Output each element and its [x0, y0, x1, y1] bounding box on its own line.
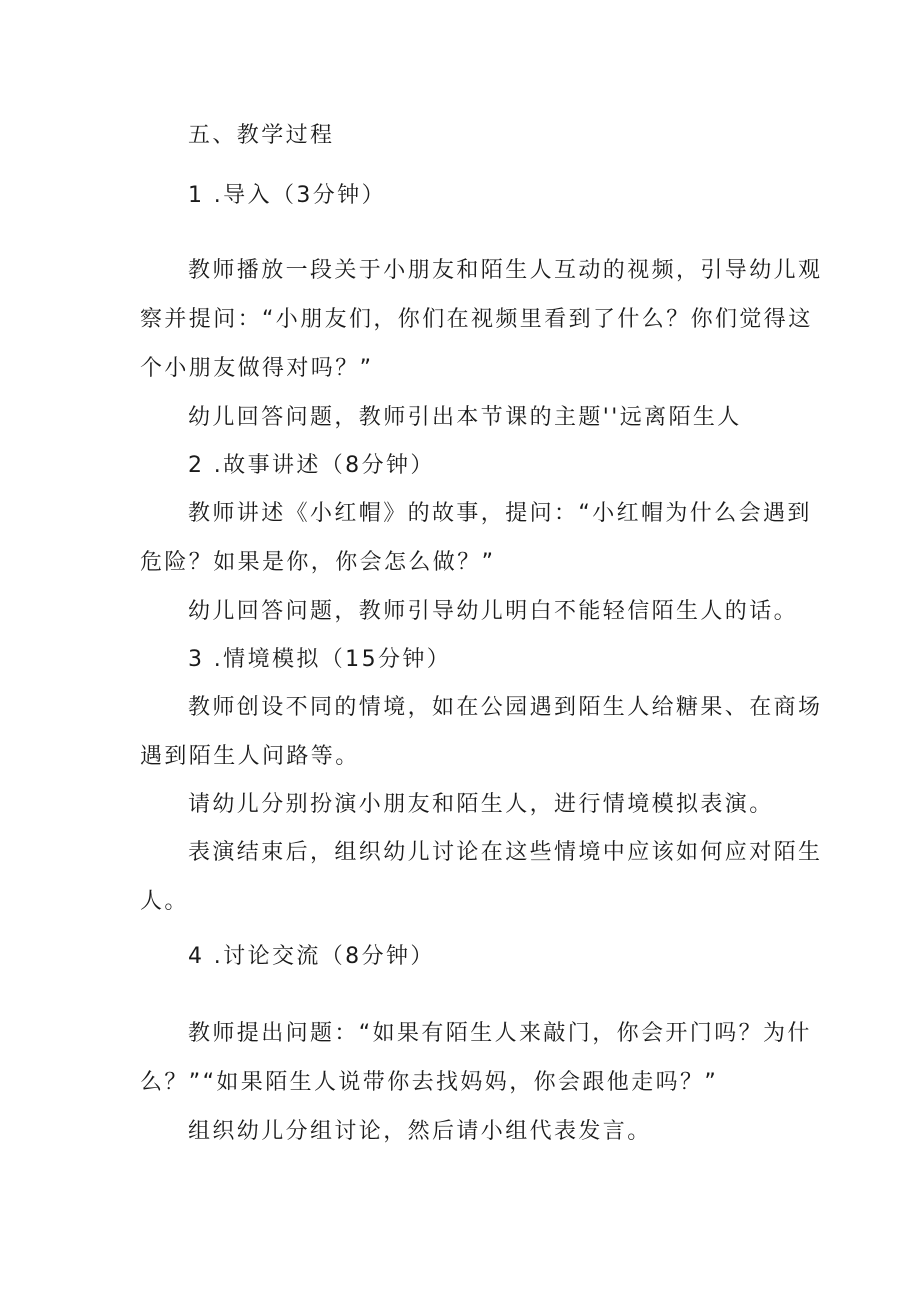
step1-heading: 1 .导入（3分钟）: [188, 183, 386, 208]
step2-paragraph1-line2: 危险？如果是你，你会怎么做？”: [140, 550, 496, 575]
step4-paragraph2: 组织幼儿分组讨论，然后请小组代表发言。: [188, 1119, 652, 1144]
step3-paragraph1-line1: 教师创设不同的情境，如在公园遇到陌生人给糖果、在商场: [188, 695, 823, 720]
step3-heading: 3 .情境模拟（15分钟）: [188, 647, 452, 672]
step2-paragraph1-line1: 教师讲述《小红帽》的故事，提问：“小红帽为什么会遇到: [188, 501, 812, 526]
step3-paragraph1-line2: 遇到陌生人问路等。: [140, 744, 360, 769]
step1-paragraph1-line1: 教师播放一段关于小朋友和陌生人互动的视频，引导幼儿观: [188, 258, 823, 283]
step2-paragraph2: 幼儿回答问题，教师引导幼儿明白不能轻信陌生人的话。: [188, 599, 799, 624]
step1-paragraph2: 幼儿回答问题，教师引出本节课的主题''远离陌生人: [188, 405, 742, 430]
step3-paragraph2: 请幼儿分别扮演小朋友和陌生人，进行情境模拟表演。: [188, 792, 774, 817]
step3-paragraph3-line2: 人。: [140, 889, 189, 914]
step3-paragraph3-line1: 表演结束后，组织幼儿讨论在这些情境中应该如何应对陌生: [188, 840, 823, 865]
step4-heading: 4 .讨论交流（8分钟）: [188, 944, 435, 969]
step1-paragraph1-line3: 个小朋友做得对吗？”: [140, 356, 374, 381]
section-title: 五、教学过程: [188, 123, 335, 148]
step4-paragraph1-line1: 教师提出问题：“如果有陌生人来敲门，你会开门吗？为什: [188, 1021, 812, 1046]
step2-heading: 2 .故事讲述（8分钟）: [188, 453, 435, 478]
step1-paragraph1-line2: 察并提问：“小朋友们，你们在视频里看到了什么？你们觉得这: [140, 307, 813, 332]
step4-paragraph1-line2: 么？”“如果陌生人说带你去找妈妈，你会跟他走吗？”: [140, 1070, 719, 1095]
